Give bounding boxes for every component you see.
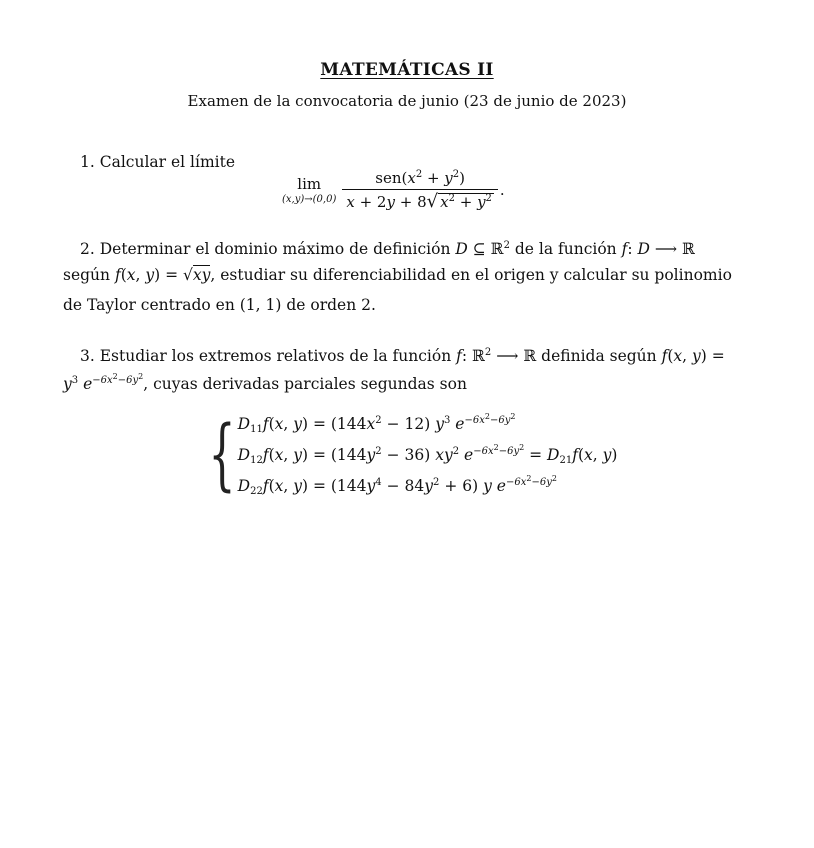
problem-2-line-3: de Taylor centrado en (1, 1) de orden 2.	[63, 296, 376, 314]
left-brace: {	[208, 410, 236, 500]
problem-1-statement	[80, 149, 235, 175]
problem-2-line-2: según f(x, y) = √xy, estudiar su diferenciabilidad en el origen y calcular su polinomio	[63, 266, 732, 284]
limit-subscript: (x,y)→(0,0)	[282, 194, 337, 205]
page-subtitle: Examen de la convocatoria de junio (23 de junio de 2023)	[187, 92, 627, 110]
system-row-d11: $D_{11}f(x$, $y) = (144x^2 - 12)$ $y^3$ $e^{-6x^2-6y^2}$	[237, 412, 516, 435]
problem-2-line-1: 2. Determinar el dominio máximo de definición D ⊆ ℝ$^2$ de la función f: D ⟶ ℝ	[80, 240, 695, 258]
sqrt-symbol: √ $x^2 + y^2$	[426, 191, 492, 212]
limit-fraction	[342, 169, 498, 211]
second-derivatives-system	[186, 412, 617, 498]
limit-numerator: $sen(x^2 + y^2)$	[375, 169, 466, 187]
system-row-d12: $D_{12}f(x$, $y) = (144y^2 - 36)$ $xy^2$ $e^{-6x^2-6y^2} = D_{21}f(x$, y)	[237, 443, 618, 466]
page-title: MATEMÁTICAS II	[320, 60, 494, 80]
problem-1-text: Calcular el límite	[99, 153, 236, 171]
problem-1-limit: lim (x,y)→(0,0) $sen(x^2 + y^2)$ x + 2 y + 8 √ $x^2 + y^2$ .	[282, 169, 505, 212]
limit-denominator: x + 2 y + 8 √ $x^2 + y^2$	[346, 191, 492, 212]
limit-operator	[282, 175, 336, 205]
problem-1-number: 1.	[80, 153, 95, 171]
limit-op-label: lim	[297, 175, 322, 193]
problem-3-line-1: 3. Estudiar los extremos relativos de la función f: ℝ$^2$ ⟶ ℝ definida según f(x, y) =	[80, 347, 725, 365]
problem-3-line-2: $y^3$ $e^{-6x^2-6y^2}$, cuyas derivadas parciales segundas son	[63, 372, 467, 393]
system-row-d22: $D_{22}f(x$, $y) = (144y^4 - 84y^2 + 6)$ y $e^{-6x^2-6y^2}$	[237, 474, 557, 497]
